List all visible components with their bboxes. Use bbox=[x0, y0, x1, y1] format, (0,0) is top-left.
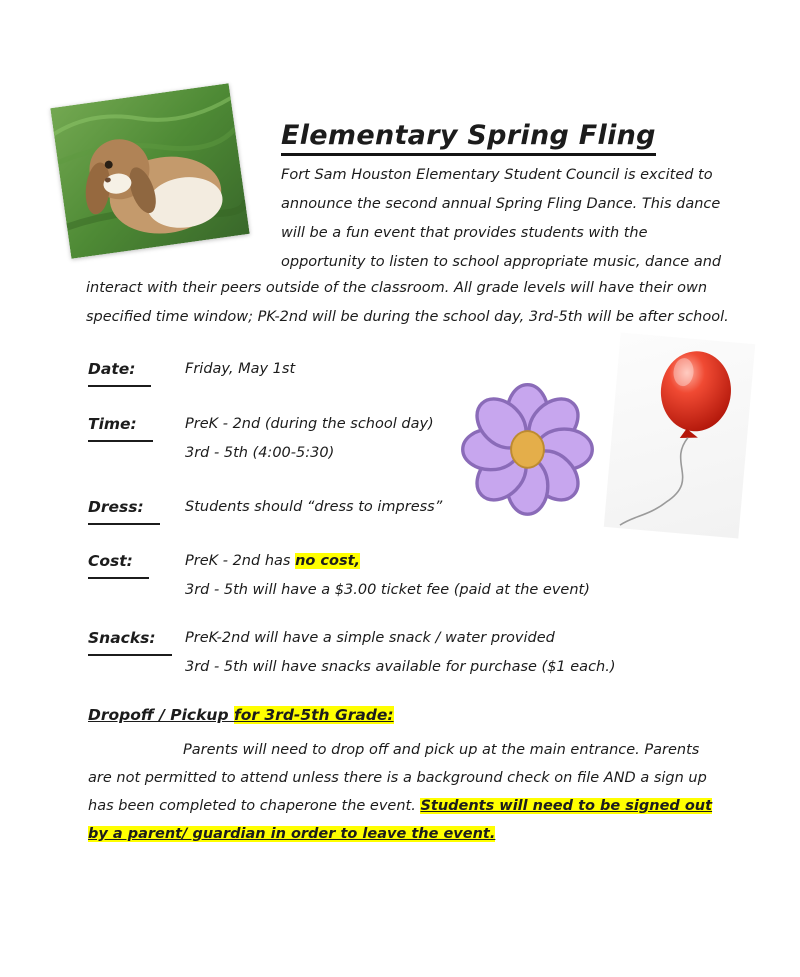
dress-value: Students should “dress to impress” bbox=[185, 499, 443, 515]
signout-highlight: Students will need to be signed out by a parent/ guardian in order to leave the event. bbox=[88, 798, 713, 842]
cost-row bbox=[88, 547, 590, 605]
date-label-cell bbox=[88, 355, 185, 387]
dropoff-heading bbox=[88, 706, 394, 724]
dress-label: Dress: bbox=[88, 493, 160, 525]
snacks-label: Snacks: bbox=[88, 624, 172, 656]
cost-line-2: 3rd - 5th will have a $3.00 ticket fee (paid at the event) bbox=[185, 582, 590, 598]
time-line-1: PreK - 2nd (during the school day) bbox=[185, 416, 434, 432]
cost-line-1 bbox=[185, 547, 590, 576]
time-lines bbox=[185, 410, 434, 468]
time-label-cell bbox=[88, 410, 185, 468]
snacks-label-cell bbox=[88, 624, 185, 682]
cost-label-cell bbox=[88, 547, 185, 605]
date-label: Date: bbox=[88, 355, 151, 387]
flower-clipart bbox=[455, 372, 600, 522]
bunny-photo-svg bbox=[50, 83, 249, 259]
snacks-row bbox=[88, 624, 616, 682]
title-block bbox=[281, 120, 656, 156]
intro-paragraph-indented: Fort Sam Houston Elementary Student Council is excited to announce the second annual Spring Fling Dance. This dance will be a fun event that provides students with the opportunity to listen to school appropriate music, dance and bbox=[281, 167, 722, 270]
time-row bbox=[88, 410, 434, 468]
time-line-2: 3rd - 5th (4:00-5:30) bbox=[185, 445, 335, 461]
time-label: Time: bbox=[88, 410, 153, 442]
snacks-lines bbox=[185, 624, 616, 682]
dropoff-body-pre: Parents will need to drop off and pick up at the main entrance. Parents are not permitted to attend unless there is a background check on file AND a sign up has been completed to chaperone the event. bbox=[88, 742, 707, 814]
cost-line1-pre: PreK - 2nd has bbox=[185, 553, 296, 569]
intro-paragraph-full: interact with their peers outside of the classroom. All grade levels will have their own specified time window; PK-2nd will be during the school day, 3rd-5th will be after school. bbox=[86, 280, 729, 325]
page-title: Elementary Spring Fling bbox=[281, 120, 656, 156]
dress-row bbox=[88, 493, 442, 525]
bunny-photo bbox=[50, 83, 249, 259]
no-cost-highlight: no cost, bbox=[295, 553, 361, 569]
dropoff-heading-highlight: for 3rd-5th Grade: bbox=[233, 706, 394, 724]
cost-label: Cost: bbox=[88, 547, 149, 579]
flower-svg bbox=[455, 372, 600, 522]
dropoff-heading-pre: Dropoff / Pickup bbox=[88, 706, 234, 724]
balloon-svg bbox=[604, 332, 755, 538]
cost-lines bbox=[185, 547, 590, 605]
dress-label-cell bbox=[88, 493, 185, 525]
snacks-line-2: 3rd - 5th will have snacks available for purchase ($1 each.) bbox=[185, 659, 616, 675]
dropoff-paragraph bbox=[88, 736, 722, 848]
balloon-clipart bbox=[604, 332, 755, 538]
date-value: Friday, May 1st bbox=[185, 361, 296, 377]
date-row bbox=[88, 355, 295, 387]
snacks-line-1: PreK-2nd will have a simple snack / water provided bbox=[185, 630, 555, 646]
